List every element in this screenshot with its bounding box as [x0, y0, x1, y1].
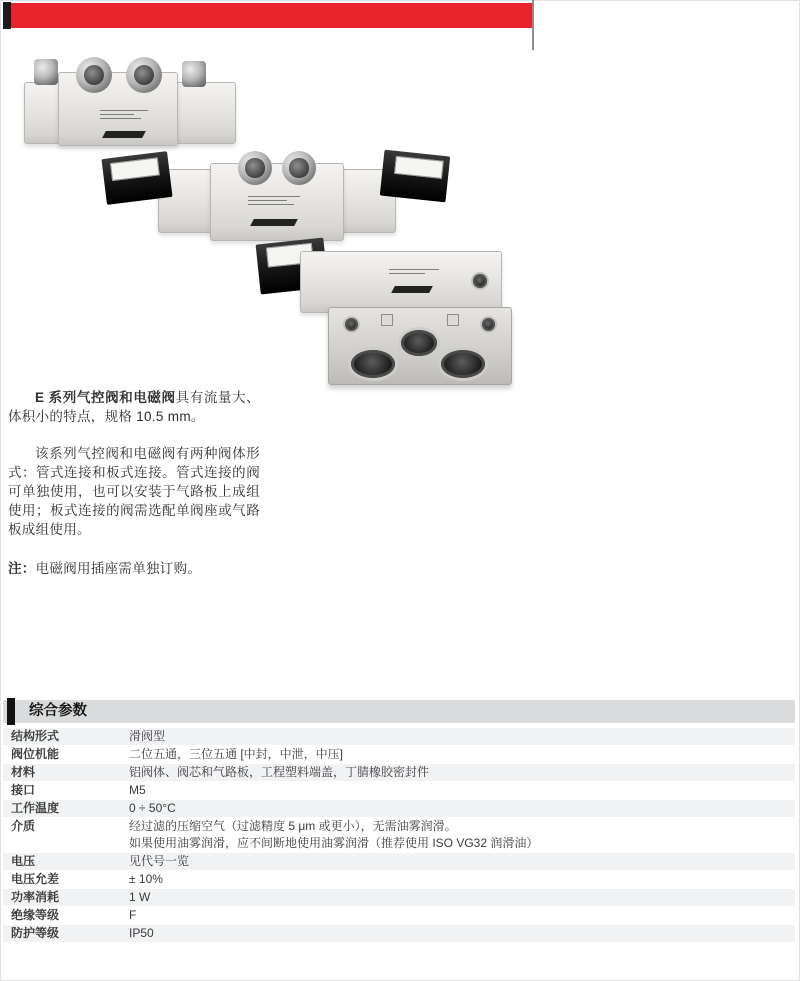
param-row-voltage	[3, 853, 795, 871]
solenoid-label	[110, 157, 160, 181]
note-label: 注：	[8, 561, 36, 576]
param-value: 0 ÷ 50°C	[129, 801, 176, 815]
param-row-structure	[3, 728, 795, 746]
port-number-mark	[381, 314, 393, 326]
valve-port	[76, 57, 112, 93]
param-row-temperature	[3, 800, 795, 818]
param-row-materials	[3, 764, 795, 782]
param-row-medium	[3, 818, 795, 853]
param-row-function	[3, 746, 795, 764]
order-note	[8, 559, 260, 578]
section-header	[3, 700, 795, 723]
brand-mark	[250, 219, 298, 226]
valve-body	[300, 251, 502, 313]
series-name: E 系列气控阀和电磁阀	[35, 390, 176, 405]
param-value: 1 W	[129, 890, 151, 904]
param-value: 见代号一览	[129, 854, 190, 868]
param-label: 绝缘等级	[11, 908, 60, 922]
param-value	[129, 818, 795, 852]
base-side-hole	[482, 318, 495, 331]
param-value-line1: 经过滤的压缩空气（过滤精度 5 μm 或更小），无需油雾润滑。	[129, 819, 457, 833]
param-label: 电压允差	[11, 872, 60, 886]
intro-paragraph-1-text: 具有流量大、体积小的特点，规格 10.5 mm。	[8, 390, 260, 424]
section-title: 综合参数	[29, 703, 87, 719]
valve-label-print	[248, 193, 300, 208]
param-label: 阀位机能	[11, 747, 60, 761]
base-port	[351, 350, 395, 378]
column-divider-line	[532, 0, 534, 50]
base-port	[401, 330, 437, 356]
param-row-power	[3, 889, 795, 907]
intro-text	[8, 388, 260, 596]
param-row-voltage-tolerance	[3, 871, 795, 889]
port-number-mark	[447, 314, 459, 326]
param-value: 滑阀型	[129, 729, 166, 743]
intro-paragraph-1	[8, 388, 260, 426]
param-row-ports	[3, 782, 795, 800]
solenoid-coil	[380, 150, 450, 203]
param-label: 接口	[11, 783, 36, 797]
param-row-protection	[3, 925, 795, 943]
param-value: IP50	[129, 926, 154, 940]
param-row-insulation	[3, 907, 795, 925]
mounting-base	[328, 307, 512, 385]
general-parameters-section	[3, 700, 795, 943]
valve-port	[282, 151, 316, 185]
header-black-tab	[3, 2, 11, 29]
param-label: 工作温度	[11, 801, 60, 815]
header-red-bar	[3, 3, 533, 28]
param-value: F	[129, 908, 137, 922]
section-accent-bar	[7, 698, 15, 725]
param-label: 介质	[11, 819, 36, 833]
solenoid-label	[394, 156, 444, 179]
valve-port	[126, 57, 162, 93]
param-label: 功率消耗	[11, 890, 60, 904]
valve-fitting	[34, 59, 58, 85]
valve-label-print	[100, 107, 148, 122]
param-value: 铝阀体、阀芯和气路板，工程塑料端盖，丁腈橡胶密封件	[129, 765, 430, 779]
param-value: M5	[129, 783, 146, 797]
param-label: 电压	[11, 854, 36, 868]
param-label: 结构形式	[11, 729, 60, 743]
base-port	[441, 350, 485, 378]
base-side-hole	[345, 318, 358, 331]
intro-paragraph-2: 该系列气控阀和电磁阀有两种阀体形式：管式连接和板式连接。管式连接的阀可单独使用，也可以安装于气路板上成组使用；板式连接的阀需选配单阀座或气路板成组使用。	[8, 446, 260, 537]
solenoid-coil	[101, 151, 172, 205]
param-value: 二位五通，三位五通 [中封，中泄，中压]	[129, 747, 344, 761]
product-photos	[0, 55, 560, 390]
note-text: 电磁阀用插座需单独订购。	[35, 561, 202, 576]
valve-port	[238, 151, 272, 185]
brand-mark	[102, 131, 146, 138]
param-label: 防护等级	[11, 926, 60, 940]
param-label: 材料	[11, 765, 36, 779]
param-value-line2: 如果使用油雾润滑，应不间断地使用油雾润滑（推荐使用 ISO VG32 润滑油）	[129, 836, 539, 850]
valve-fitting	[182, 61, 206, 87]
param-value: ± 10%	[129, 872, 163, 886]
